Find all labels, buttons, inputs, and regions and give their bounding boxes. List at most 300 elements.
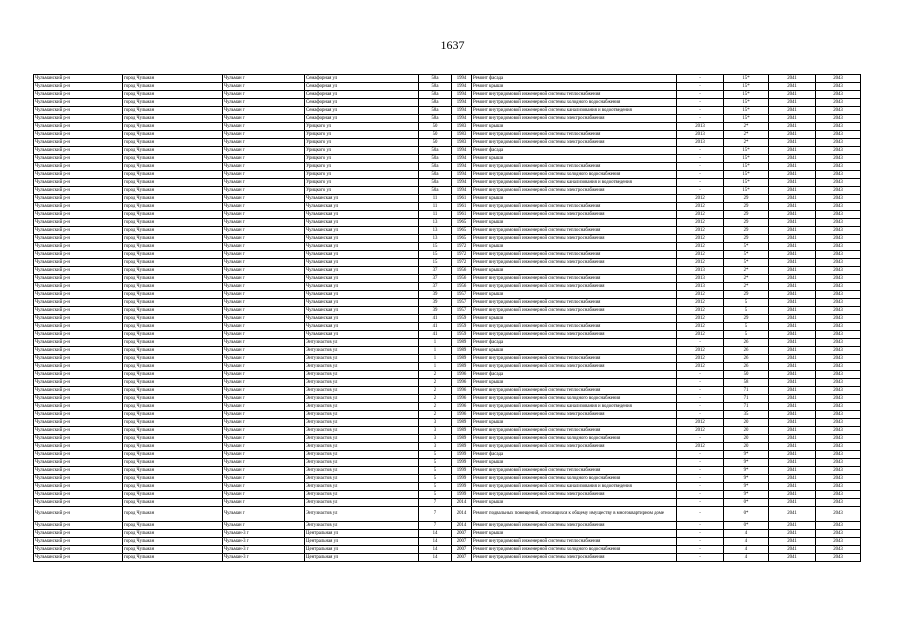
cell-street: Урицкого ул <box>305 131 419 139</box>
cell-settlement: Чульман г <box>223 331 305 339</box>
cell-build-year: 1994 <box>452 171 472 179</box>
cell-plan-start-year: 2041 <box>769 75 816 83</box>
cell-wear-percent: 29 <box>724 195 769 203</box>
cell-street: Семафорная ул <box>305 99 419 107</box>
cell-house-number: 50 <box>419 131 452 139</box>
cell-plan-end-year: 2043 <box>816 554 861 562</box>
cell-plan-start-year: 2041 <box>769 451 816 459</box>
cell-district: Чульманский р-н <box>34 339 123 347</box>
cell-plan-end-year: 2043 <box>816 139 861 147</box>
cell-last-repair-year: 2013 <box>677 139 724 147</box>
cell-work-type: Ремонт крыши <box>472 347 677 355</box>
cell-district: Чульманский р-н <box>34 379 123 387</box>
cell-house-number: 3 <box>419 443 452 451</box>
cell-plan-start-year: 2041 <box>769 546 816 554</box>
table-row <box>34 251 861 259</box>
cell-build-year: 2014 <box>452 522 472 530</box>
cell-street: Чульманская ул <box>305 243 419 251</box>
cell-plan-start-year: 2041 <box>769 379 816 387</box>
cell-district: Чульманский р-н <box>34 171 123 179</box>
cell-plan-end-year: 2043 <box>816 371 861 379</box>
cell-city: город Чульман <box>123 554 223 562</box>
cell-district: Чульманский р-н <box>34 123 123 131</box>
table-row <box>34 355 861 363</box>
cell-last-repair-year: - <box>677 395 724 403</box>
cell-house-number: 58а <box>419 115 452 123</box>
cell-settlement: Чульман г <box>223 379 305 387</box>
cell-settlement: Чульман г <box>223 411 305 419</box>
cell-wear-percent: 5* <box>724 251 769 259</box>
cell-plan-start-year: 2041 <box>769 395 816 403</box>
cell-plan-end-year: 2043 <box>816 451 861 459</box>
cell-build-year: 1956 <box>452 275 472 283</box>
cell-wear-percent: 26 <box>724 339 769 347</box>
cell-wear-percent: 20 <box>724 419 769 427</box>
cell-wear-percent: 26 <box>724 363 769 371</box>
cell-house-number: 15 <box>419 243 452 251</box>
cell-district: Чульманский р-н <box>34 522 123 530</box>
table-row <box>34 179 861 187</box>
cell-plan-end-year: 2043 <box>816 219 861 227</box>
cell-plan-start-year: 2041 <box>769 499 816 507</box>
cell-work-type: Ремонт фасада <box>472 147 677 155</box>
cell-settlement: Чульман г <box>223 355 305 363</box>
cell-build-year: 1994 <box>452 163 472 171</box>
table-row <box>34 538 861 546</box>
cell-settlement: Чульман г <box>223 522 305 530</box>
cell-street: Урицкого ул <box>305 163 419 171</box>
cell-house-number: 7 <box>419 522 452 530</box>
cell-settlement: Чульман-3 г <box>223 554 305 562</box>
cell-build-year: 1989 <box>452 443 472 451</box>
cell-wear-percent: 9* <box>724 483 769 491</box>
cell-street: Энтузиастов ул <box>305 499 419 507</box>
cell-house-number: 15 <box>419 259 452 267</box>
cell-plan-start-year: 2041 <box>769 299 816 307</box>
cell-work-type: Ремонт внутридомовой инженерной системы электроснабжения <box>472 283 677 291</box>
cell-district: Чульманский р-н <box>34 443 123 451</box>
cell-house-number: 15 <box>419 251 452 259</box>
cell-street: Энтузиастов ул <box>305 427 419 435</box>
cell-plan-start-year: 2041 <box>769 355 816 363</box>
cell-last-repair-year: 2012 <box>677 315 724 323</box>
cell-last-repair-year: - <box>677 475 724 483</box>
cell-wear-percent: 2* <box>724 267 769 275</box>
cell-wear-percent: 15* <box>724 99 769 107</box>
cell-last-repair-year: - <box>677 459 724 467</box>
cell-city: город Чульман <box>123 187 223 195</box>
cell-last-repair-year: 2013 <box>677 275 724 283</box>
cell-last-repair-year: 2012 <box>677 299 724 307</box>
table-row <box>34 211 861 219</box>
cell-city: город Чульман <box>123 147 223 155</box>
cell-plan-start-year: 2041 <box>769 147 816 155</box>
cell-work-type: Ремонт фасада <box>472 451 677 459</box>
cell-district: Чульманский р-н <box>34 507 123 522</box>
cell-build-year: 1989 <box>452 419 472 427</box>
cell-last-repair-year: 2012 <box>677 195 724 203</box>
cell-street: Энтузиастов ул <box>305 347 419 355</box>
cell-settlement: Чульман г <box>223 307 305 315</box>
cell-street: Чульманская ул <box>305 251 419 259</box>
cell-last-repair-year: - <box>677 187 724 195</box>
cell-street: Чульманская ул <box>305 315 419 323</box>
cell-plan-start-year: 2041 <box>769 155 816 163</box>
cell-build-year: 2014 <box>452 507 472 522</box>
cell-last-repair-year: 2012 <box>677 363 724 371</box>
cell-district: Чульманский р-н <box>34 259 123 267</box>
cell-district: Чульманский р-н <box>34 251 123 259</box>
cell-city: город Чульман <box>123 75 223 83</box>
cell-work-type: Ремонт внутридомовой инженерной системы теплоснабжения <box>472 203 677 211</box>
cell-wear-percent: 5* <box>724 243 769 251</box>
cell-plan-start-year: 2041 <box>769 459 816 467</box>
cell-settlement: Чульман г <box>223 475 305 483</box>
cell-settlement: Чульман-3 г <box>223 530 305 538</box>
cell-settlement: Чульман г <box>223 155 305 163</box>
cell-work-type: Ремонт внутридомовой инженерной системы теплоснабжения <box>472 467 677 475</box>
cell-district: Чульманский р-н <box>34 187 123 195</box>
cell-house-number: 13 <box>419 219 452 227</box>
cell-wear-percent: 29 <box>724 315 769 323</box>
cell-build-year: 1965 <box>452 219 472 227</box>
cell-plan-start-year: 2041 <box>769 554 816 562</box>
cell-work-type: Ремонт внутридомовой инженерной системы электроснабжения <box>472 115 677 123</box>
cell-wear-percent: 2* <box>724 123 769 131</box>
table-row <box>34 123 861 131</box>
cell-district: Чульманский р-н <box>34 203 123 211</box>
cell-house-number: 2 <box>419 379 452 387</box>
cell-build-year: 1996 <box>452 379 472 387</box>
cell-work-type: Ремонт крыши <box>472 243 677 251</box>
cell-plan-start-year: 2041 <box>769 387 816 395</box>
cell-last-repair-year: - <box>677 99 724 107</box>
cell-settlement: Чульман г <box>223 371 305 379</box>
table-row <box>34 331 861 339</box>
cell-plan-end-year: 2043 <box>816 331 861 339</box>
cell-street: Чульманская ул <box>305 307 419 315</box>
cell-street: Энтузиастов ул <box>305 443 419 451</box>
cell-last-repair-year: 2012 <box>677 243 724 251</box>
cell-district: Чульманский р-н <box>34 179 123 187</box>
cell-street: Семафорная ул <box>305 107 419 115</box>
cell-last-repair-year: 2012 <box>677 203 724 211</box>
cell-district: Чульманский р-н <box>34 483 123 491</box>
cell-street: Энтузиастов ул <box>305 419 419 427</box>
cell-wear-percent: 15* <box>724 107 769 115</box>
cell-work-type: Ремонт внутридомовой инженерной системы канализования и водоотведения <box>472 483 677 491</box>
cell-plan-start-year: 2041 <box>769 179 816 187</box>
cell-city: город Чульман <box>123 115 223 123</box>
cell-house-number: 11 <box>419 211 452 219</box>
cell-last-repair-year: 2012 <box>677 235 724 243</box>
cell-wear-percent: 50 <box>724 371 769 379</box>
cell-house-number: 41 <box>419 323 452 331</box>
cell-district: Чульманский р-н <box>34 419 123 427</box>
cell-last-repair-year: - <box>677 451 724 459</box>
table-body <box>34 75 861 562</box>
cell-house-number: 1 <box>419 347 452 355</box>
cell-city: город Чульман <box>123 155 223 163</box>
cell-last-repair-year: 2012 <box>677 227 724 235</box>
cell-last-repair-year: - <box>677 339 724 347</box>
cell-plan-start-year: 2041 <box>769 371 816 379</box>
cell-work-type: Ремонт крыши <box>472 530 677 538</box>
cell-house-number: 14 <box>419 554 452 562</box>
cell-house-number: 50а <box>419 147 452 155</box>
cell-plan-end-year: 2043 <box>816 475 861 483</box>
cell-district: Чульманский р-н <box>34 323 123 331</box>
table-row <box>34 83 861 91</box>
cell-street: Энтузиастов ул <box>305 451 419 459</box>
cell-settlement: Чульман г <box>223 275 305 283</box>
table-row <box>34 371 861 379</box>
cell-house-number: 3 <box>419 435 452 443</box>
cell-plan-end-year: 2043 <box>816 499 861 507</box>
cell-house-number: 50а <box>419 171 452 179</box>
cell-street: Чульманская ул <box>305 227 419 235</box>
page-number: 1637 <box>440 38 465 52</box>
table-row <box>34 411 861 419</box>
cell-build-year: 1983 <box>452 131 472 139</box>
cell-last-repair-year: - <box>677 530 724 538</box>
cell-work-type: Ремонт крыши <box>472 155 677 163</box>
cell-wear-percent: 9* <box>724 475 769 483</box>
table-row <box>34 275 861 283</box>
cell-district: Чульманский р-н <box>34 163 123 171</box>
cell-plan-end-year: 2043 <box>816 131 861 139</box>
cell-district: Чульманский р-н <box>34 371 123 379</box>
cell-work-type: Ремонт крыши <box>472 379 677 387</box>
cell-plan-start-year: 2041 <box>769 435 816 443</box>
cell-settlement: Чульман г <box>223 251 305 259</box>
cell-plan-end-year: 2043 <box>816 522 861 530</box>
cell-street: Чульманская ул <box>305 267 419 275</box>
cell-plan-start-year: 2041 <box>769 235 816 243</box>
cell-house-number: 58а <box>419 107 452 115</box>
cell-build-year: 1999 <box>452 467 472 475</box>
cell-street: Урицкого ул <box>305 147 419 155</box>
cell-settlement: Чульман г <box>223 243 305 251</box>
cell-street: Энтузиастов ул <box>305 522 419 530</box>
cell-build-year: 2014 <box>452 499 472 507</box>
cell-work-type: Ремонт внутридомовой инженерной системы электроснабжения <box>472 235 677 243</box>
cell-work-type: Ремонт фасада <box>472 75 677 83</box>
cell-house-number: 58а <box>419 75 452 83</box>
cell-work-type: Ремонт крыши <box>472 83 677 91</box>
cell-work-type: Ремонт внутридомовой инженерной системы электроснабжения <box>472 411 677 419</box>
cell-plan-end-year: 2043 <box>816 179 861 187</box>
cell-city: город Чульман <box>123 403 223 411</box>
table-row <box>34 131 861 139</box>
cell-plan-end-year: 2043 <box>816 427 861 435</box>
cell-street: Чульманская ул <box>305 235 419 243</box>
cell-settlement: Чульман-3 г <box>223 538 305 546</box>
cell-settlement: Чульман г <box>223 195 305 203</box>
cell-house-number: 50 <box>419 123 452 131</box>
cell-work-type: Ремонт фасада <box>472 339 677 347</box>
cell-district: Чульманский р-н <box>34 427 123 435</box>
cell-district: Чульманский р-н <box>34 219 123 227</box>
cell-plan-end-year: 2043 <box>816 171 861 179</box>
cell-build-year: 1961 <box>452 195 472 203</box>
cell-settlement: Чульман г <box>223 459 305 467</box>
table-row <box>34 227 861 235</box>
cell-work-type: Ремонт внутридомовой инженерной системы электроснабжения <box>472 259 677 267</box>
cell-plan-start-year: 2041 <box>769 275 816 283</box>
cell-street: Чульманская ул <box>305 291 419 299</box>
cell-plan-end-year: 2043 <box>816 443 861 451</box>
cell-plan-start-year: 2041 <box>769 83 816 91</box>
cell-work-type: Ремонт внутридомовой инженерной системы электроснабжения <box>472 554 677 562</box>
cell-district: Чульманский р-н <box>34 387 123 395</box>
cell-city: город Чульман <box>123 299 223 307</box>
cell-last-repair-year: 2012 <box>677 259 724 267</box>
cell-house-number: 41 <box>419 331 452 339</box>
cell-build-year: 1996 <box>452 387 472 395</box>
cell-settlement: Чульман г <box>223 107 305 115</box>
cell-city: город Чульман <box>123 323 223 331</box>
cell-city: город Чульман <box>123 530 223 538</box>
cell-build-year: 1994 <box>452 155 472 163</box>
table-row <box>34 379 861 387</box>
cell-plan-start-year: 2041 <box>769 443 816 451</box>
cell-street: Энтузиастов ул <box>305 403 419 411</box>
cell-city: город Чульман <box>123 546 223 554</box>
cell-work-type: Ремонт внутридомовой инженерной системы теплоснабжения <box>472 355 677 363</box>
cell-district: Чульманский р-н <box>34 530 123 538</box>
cell-house-number: 58а <box>419 91 452 99</box>
cell-street: Энтузиастов ул <box>305 387 419 395</box>
table-row <box>34 267 861 275</box>
cell-settlement: Чульман г <box>223 179 305 187</box>
cell-wear-percent: 15* <box>724 91 769 99</box>
cell-work-type: Ремонт внутридомовой инженерной системы теплоснабжения <box>472 163 677 171</box>
table-row <box>34 243 861 251</box>
cell-work-type: Ремонт внутридомовой инженерной системы теплоснабжения <box>472 538 677 546</box>
table-row <box>34 507 861 522</box>
table-row <box>34 363 861 371</box>
cell-street: Энтузиастов ул <box>305 363 419 371</box>
cell-plan-end-year: 2043 <box>816 235 861 243</box>
cell-district: Чульманский р-н <box>34 155 123 163</box>
cell-plan-end-year: 2043 <box>816 355 861 363</box>
table-row <box>34 107 861 115</box>
cell-wear-percent: 15* <box>724 187 769 195</box>
cell-last-repair-year: - <box>677 75 724 83</box>
cell-district: Чульманский р-н <box>34 91 123 99</box>
cell-city: город Чульман <box>123 371 223 379</box>
cell-plan-end-year: 2043 <box>816 395 861 403</box>
cell-district: Чульманский р-н <box>34 291 123 299</box>
cell-city: город Чульман <box>123 291 223 299</box>
cell-wear-percent: 2* <box>724 275 769 283</box>
cell-wear-percent: 15* <box>724 179 769 187</box>
cell-last-repair-year: - <box>677 115 724 123</box>
cell-build-year: 1989 <box>452 363 472 371</box>
cell-work-type: Ремонт внутридомовой инженерной системы электроснабжения <box>472 187 677 195</box>
cell-street: Центральная ул <box>305 530 419 538</box>
cell-wear-percent: 9* <box>724 451 769 459</box>
cell-city: город Чульман <box>123 107 223 115</box>
table-row <box>34 459 861 467</box>
cell-build-year: 1999 <box>452 491 472 499</box>
cell-settlement: Чульман г <box>223 163 305 171</box>
cell-build-year: 1996 <box>452 403 472 411</box>
cell-house-number: 37 <box>419 283 452 291</box>
cell-house-number: 3 <box>419 419 452 427</box>
cell-plan-end-year: 2043 <box>816 251 861 259</box>
cell-wear-percent: 5 <box>724 331 769 339</box>
cell-work-type: Ремонт внутридомовой инженерной системы холодного водоснабжения <box>472 435 677 443</box>
cell-plan-end-year: 2043 <box>816 467 861 475</box>
cell-build-year: 1959 <box>452 331 472 339</box>
cell-wear-percent: 4 <box>724 546 769 554</box>
cell-settlement: Чульман г <box>223 203 305 211</box>
cell-street: Семафорная ул <box>305 83 419 91</box>
cell-work-type: Ремонт внутридомовой инженерной системы холодного водоснабжения <box>472 395 677 403</box>
cell-wear-percent: 2* <box>724 139 769 147</box>
cell-wear-percent: 4 <box>724 554 769 562</box>
cell-plan-start-year: 2041 <box>769 291 816 299</box>
cell-city: город Чульман <box>123 275 223 283</box>
cell-plan-start-year: 2041 <box>769 259 816 267</box>
table-row <box>34 299 861 307</box>
cell-district: Чульманский р-н <box>34 499 123 507</box>
cell-wear-percent: 5 <box>724 299 769 307</box>
cell-last-repair-year: 2012 <box>677 443 724 451</box>
cell-district: Чульманский р-н <box>34 211 123 219</box>
cell-build-year: 1994 <box>452 83 472 91</box>
table-row <box>34 147 861 155</box>
cell-street: Урицкого ул <box>305 123 419 131</box>
cell-plan-start-year: 2041 <box>769 195 816 203</box>
cell-house-number: 5 <box>419 451 452 459</box>
cell-wear-percent: 4 <box>724 530 769 538</box>
cell-settlement: Чульман г <box>223 419 305 427</box>
cell-plan-start-year: 2041 <box>769 211 816 219</box>
cell-wear-percent: 15* <box>724 171 769 179</box>
cell-work-type: Ремонт внутридомовой инженерной системы электроснабжения <box>472 211 677 219</box>
cell-settlement: Чульман г <box>223 467 305 475</box>
cell-last-repair-year: - <box>677 379 724 387</box>
cell-city: город Чульман <box>123 163 223 171</box>
cell-work-type: Ремонт крыши <box>472 315 677 323</box>
cell-work-type: Ремонт внутридомовой инженерной системы теплоснабжения <box>472 299 677 307</box>
cell-city: город Чульман <box>123 443 223 451</box>
cell-street: Энтузиастов ул <box>305 459 419 467</box>
cell-work-type: Ремонт внутридомовой инженерной системы холодного водоснабжения <box>472 475 677 483</box>
cell-street: Центральная ул <box>305 554 419 562</box>
cell-plan-start-year: 2041 <box>769 483 816 491</box>
cell-build-year: 1999 <box>452 459 472 467</box>
table-row <box>34 323 861 331</box>
cell-plan-end-year: 2043 <box>816 203 861 211</box>
cell-district: Чульманский р-н <box>34 99 123 107</box>
cell-city: город Чульман <box>123 195 223 203</box>
cell-district: Чульманский р-н <box>34 131 123 139</box>
cell-settlement: Чульман г <box>223 323 305 331</box>
table-row <box>34 139 861 147</box>
cell-work-type: Ремонт крыши <box>472 459 677 467</box>
cell-plan-end-year: 2043 <box>816 347 861 355</box>
cell-build-year: 1994 <box>452 99 472 107</box>
cell-plan-start-year: 2041 <box>769 427 816 435</box>
cell-last-repair-year: - <box>677 435 724 443</box>
table-row <box>34 235 861 243</box>
cell-build-year: 1989 <box>452 435 472 443</box>
cell-last-repair-year: - <box>677 554 724 562</box>
